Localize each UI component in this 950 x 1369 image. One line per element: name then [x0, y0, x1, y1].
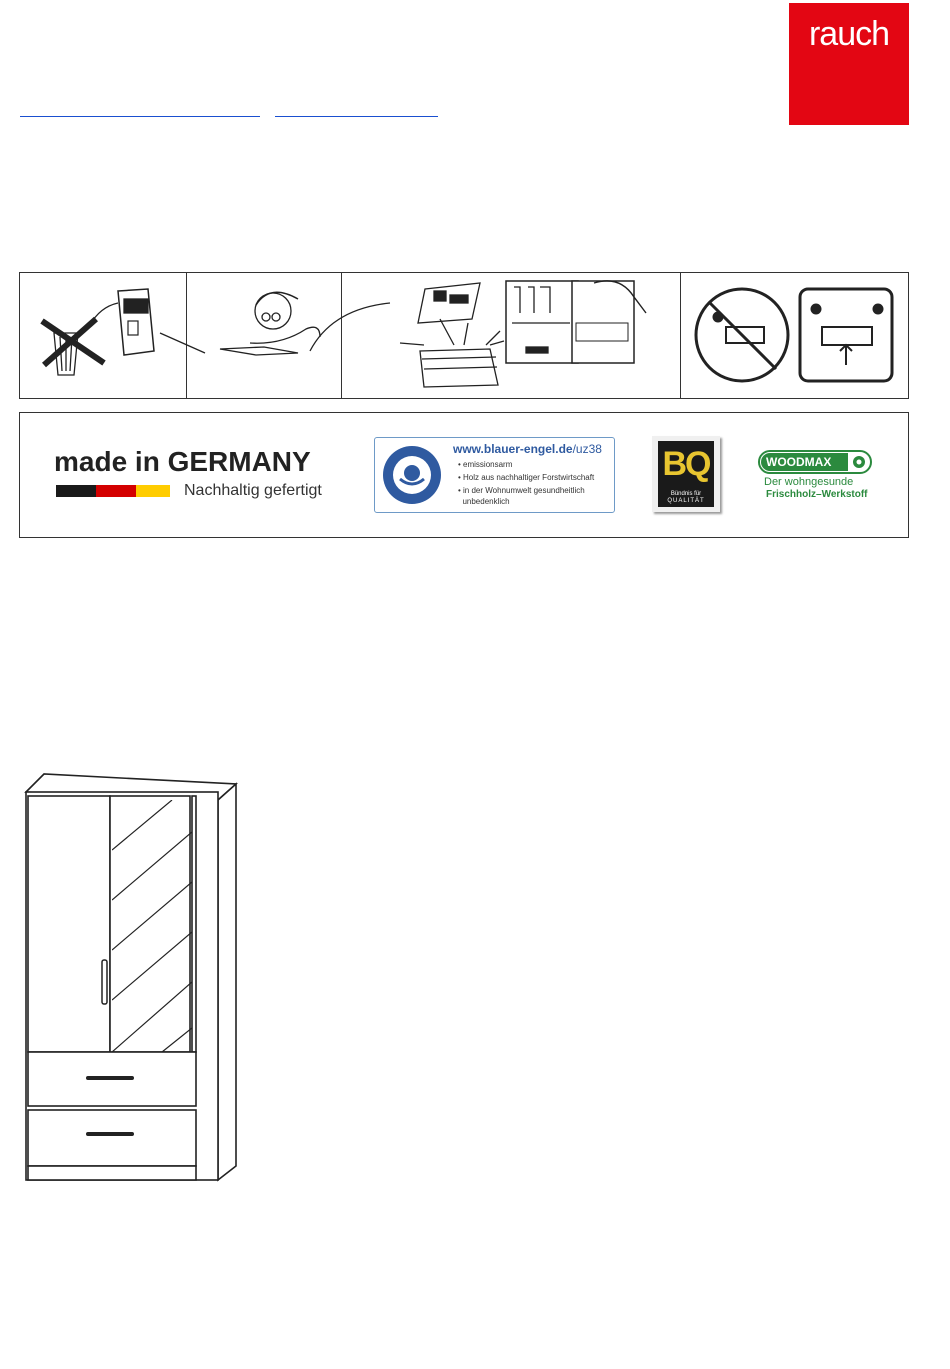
bq-line2: QUALITÄT	[667, 498, 705, 504]
read-manual-icon	[220, 292, 390, 355]
woodmax-logo	[758, 450, 872, 474]
blauer-engel-url-path: /uz38	[572, 442, 602, 456]
woodmax-name: WOODMAX	[766, 455, 832, 469]
file-instructions-icon	[400, 281, 646, 387]
woodmax-tagline-1: Der wohngesunde	[764, 476, 854, 488]
no-drag-furniture-icon	[696, 289, 788, 381]
made-in-germany-subtitle: Nachhaltig gefertigt	[184, 482, 322, 499]
blauer-engel-item: • Holz aus nachhaltiger Forstwirtschaft	[458, 473, 595, 482]
blauer-engel-item: • in der Wohnumwelt gesundheitlich	[458, 486, 585, 495]
wardrobe-illustration	[22, 770, 240, 1185]
blauer-engel-item: • emissionsarm	[458, 460, 513, 469]
flag-stripe-black	[56, 485, 96, 497]
instructions-illustrations	[20, 273, 908, 398]
drawer-handle-icon	[86, 1132, 134, 1136]
blauer-engel-icon	[382, 445, 442, 505]
no-trash-icon	[42, 289, 205, 375]
flag-stripe-gold	[136, 485, 170, 497]
blauer-engel-item: unbedenklich	[458, 497, 510, 506]
bq-letters: BQ	[662, 445, 710, 483]
bq-line1: Bündnis für	[670, 491, 702, 497]
flag-stripe-red	[96, 485, 136, 497]
door-handle-icon	[102, 960, 107, 1004]
header-link-2[interactable]	[275, 116, 438, 117]
woodmax-dot-icon	[852, 455, 866, 469]
blauer-engel-url-main: www.blauer-engel.de	[453, 442, 573, 456]
instructions-strip	[19, 272, 909, 399]
drawer-handle-icon	[86, 1076, 134, 1080]
blauer-engel-url[interactable]	[453, 442, 602, 456]
lift-furniture-icon	[800, 289, 892, 381]
made-in-germany-title: made in GERMANY	[54, 446, 311, 477]
brand-name: rauch	[808, 15, 890, 53]
woodmax-tagline-2: Frischholz–Werkstoff	[766, 489, 868, 500]
bq-badge	[652, 436, 720, 512]
rauch-logo	[789, 3, 909, 125]
header-link-1[interactable]	[20, 116, 260, 117]
